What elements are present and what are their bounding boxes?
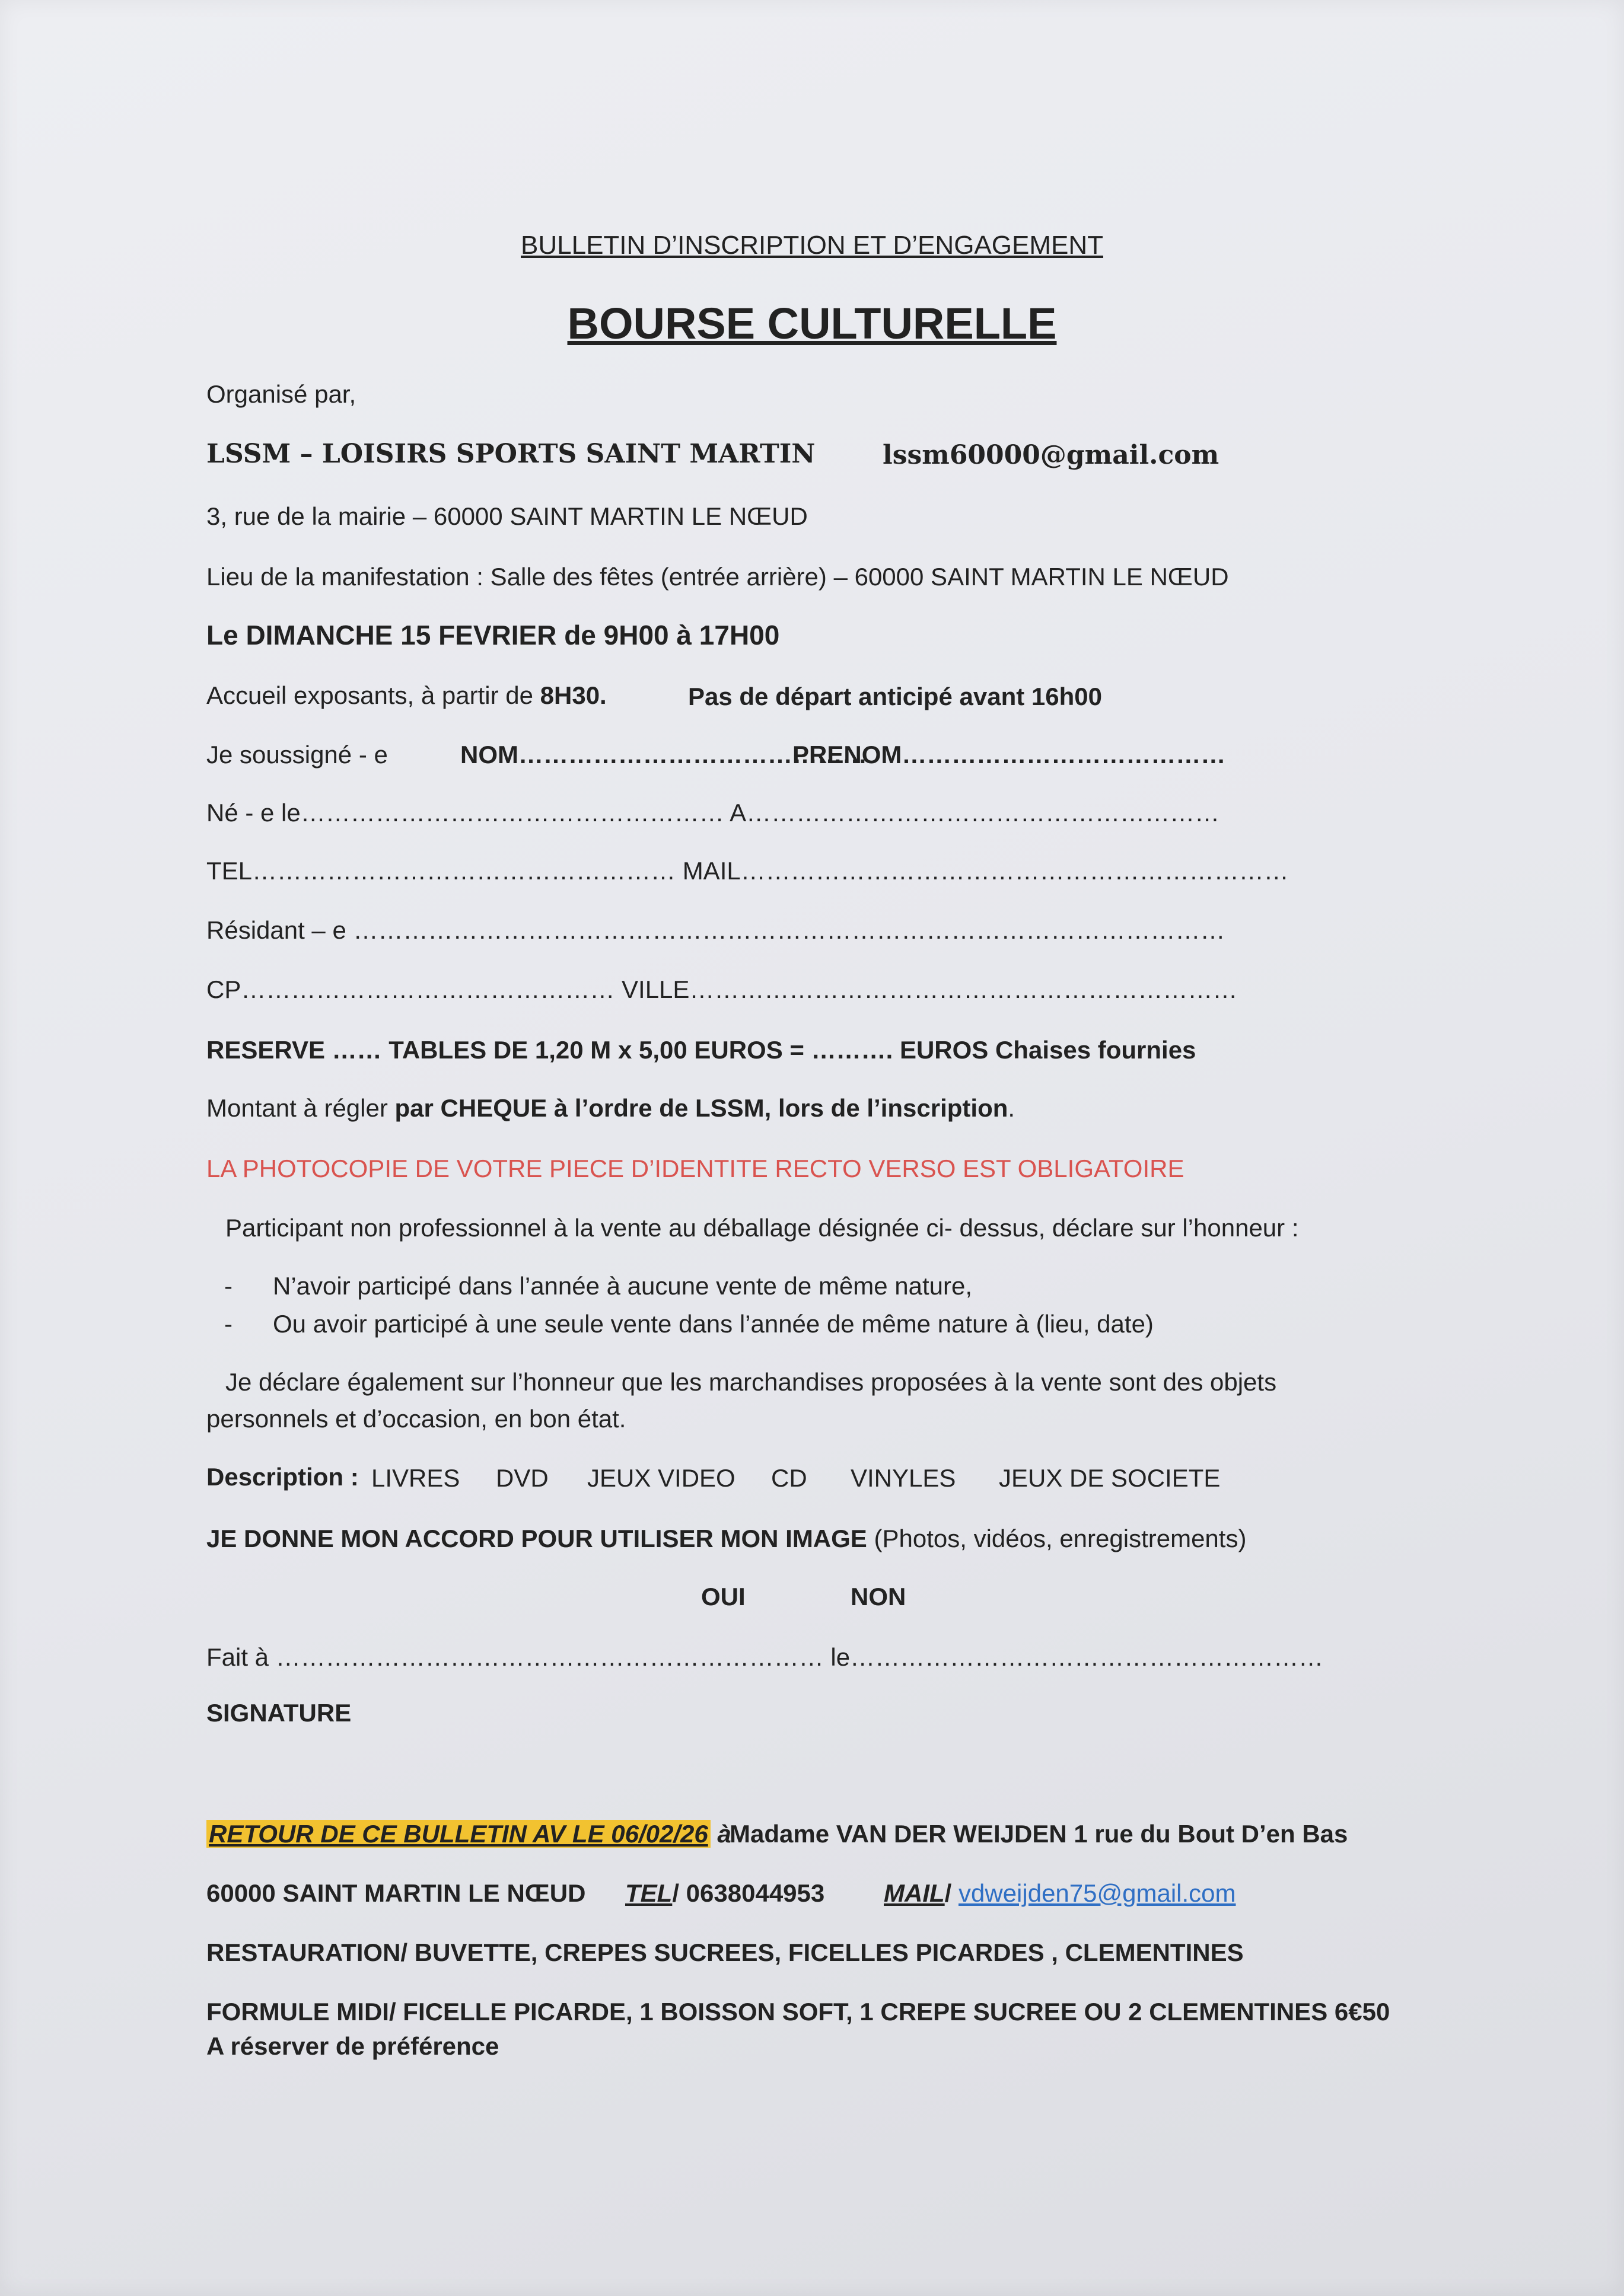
payment-prefix: Montant à régler — [206, 1094, 395, 1122]
undersigned-label: Je soussigné - e — [206, 741, 388, 768]
description-option-livres[interactable]: LIVRES — [371, 1464, 460, 1492]
return-city: 60000 SAINT MARTIN LE NŒUD — [206, 1879, 586, 1907]
return-mail-label: MAIL — [884, 1879, 945, 1907]
description-option-jeux-de-societe[interactable]: JEUX DE SOCIETE — [999, 1464, 1221, 1492]
return-tel-value: / 0638044953 — [672, 1879, 825, 1907]
catering-info: RESTAURATION/ BUVETTE, CREPES SUCREES, FICELLES PICARDES , CLEMENTINES — [206, 1938, 1244, 1966]
return-deadline-highlight: RETOUR DE CE BULLETIN AV LE 06/02/26 — [206, 1820, 711, 1848]
organizer-intro: Organisé par, — [206, 380, 356, 408]
consent-yes[interactable]: OUI — [701, 1583, 746, 1611]
signature-label: SIGNATURE — [206, 1699, 352, 1727]
event-date: Le DIMANCHE 15 FEVRIER de 9H00 à 17H00 — [206, 620, 780, 650]
declaration-intro: Participant non professionnel à la vente au déballage désignée ci- dessus, déclare sur l’honneur : — [225, 1214, 1299, 1242]
event-welcome — [206, 681, 607, 710]
return-tel-label: TEL — [625, 1879, 673, 1907]
prenom-field[interactable]: PRENOM………………………………… — [792, 741, 1226, 768]
welcome-prefix: Accueil exposants, à partir de — [206, 681, 540, 709]
tel-mail-field[interactable]: TEL…………………………………………… MAIL………………………………………………………… — [206, 857, 1289, 885]
event-venue: Lieu de la manifestation : Salle des fêtes (entrée arrière) – 60000 SAINT MARTIN LE NŒUD — [206, 563, 1229, 591]
image-consent-detail: (Photos, vidéos, enregistrements) — [867, 1525, 1247, 1552]
description-option-jeux-video[interactable]: JEUX VIDEO — [587, 1464, 735, 1492]
birth-field[interactable]: Né - e le…………………………………………… A………………………………………………… — [206, 799, 1220, 827]
organizer-name: LSSM – LOISIRS SPORTS SAINT MARTIN — [206, 439, 816, 469]
goods-declaration-cont: personnels et d’occasion, en bon état. — [206, 1405, 626, 1433]
return-mail-link[interactable]: vdweijden75@gmail.com — [959, 1879, 1236, 1907]
consent-no[interactable]: NON — [851, 1583, 906, 1611]
declaration-item: N’avoir participé dans l’année à aucune vente de même nature, — [273, 1272, 973, 1300]
id-notice: LA PHOTOCOPIE DE VOTRE PIECE D’IDENTITE RECTO VERSO EST OBLIGATOIRE — [206, 1155, 1184, 1182]
return-tel — [625, 1879, 824, 1908]
place-date-field[interactable]: Fait à ………………………………………………………… le………………………………………………… — [206, 1643, 1324, 1671]
declaration-bullet: - — [224, 1272, 233, 1300]
image-consent — [206, 1524, 1246, 1554]
payment-method: par CHEQUE à l’ordre de LSSM, lors de l’inscription — [394, 1094, 1008, 1122]
description-label-text: Description — [206, 1463, 344, 1491]
return-contact: Madame VAN DER WEIJDEN 1 rue du Bout D’en Bas — [730, 1820, 1348, 1848]
description-colon: : — [343, 1463, 359, 1491]
return-deadline — [206, 1819, 731, 1849]
image-consent-bold: JE DONNE MON ACCORD POUR UTILISER MON IMAGE — [206, 1525, 867, 1552]
description-option-dvd[interactable]: DVD — [496, 1464, 549, 1492]
declaration-bullet: - — [224, 1310, 233, 1338]
payment-info — [206, 1093, 1015, 1123]
goods-declaration: Je déclare également sur l’honneur que les marchandises proposées à la vente sont des objets — [225, 1368, 1277, 1396]
description-option-vinyles[interactable]: VINYLES — [851, 1464, 956, 1492]
form-subtitle: BULLETIN D’INSCRIPTION ET D’ENGAGEMENT — [521, 231, 1103, 260]
return-mail — [884, 1879, 1236, 1908]
organizer-email: lssm60000@gmail.com — [883, 440, 1219, 470]
lunch-formula: FORMULE MIDI/ FICELLE PICARDE, 1 BOISSON SOFT, 1 CREPE SUCREE OU 2 CLEMENTINES 6€50 — [206, 1998, 1390, 2026]
resident-field[interactable]: Résidant – e …………………………………………………………………………………………… — [206, 916, 1225, 944]
nom-field[interactable]: NOM…………………………………… — [460, 741, 867, 768]
form-title: BOURSE CULTURELLE — [567, 299, 1057, 348]
declaration-item: Ou avoir participé à une seule vente dans l’année de même nature à (lieu, date) — [273, 1310, 1154, 1338]
return-a: à — [717, 1820, 731, 1848]
no-early-departure: Pas de départ anticipé avant 16h00 — [688, 683, 1102, 710]
welcome-time: 8H30. — [540, 681, 607, 709]
payment-suffix: . — [1008, 1094, 1015, 1122]
reservation-note: A réserver de préférence — [206, 2032, 499, 2060]
description-option-cd[interactable]: CD — [771, 1464, 807, 1492]
description-label — [206, 1462, 359, 1492]
organizer-address: 3, rue de la mairie – 60000 SAINT MARTIN LE NŒUD — [206, 502, 808, 530]
return-mail-sep: / — [944, 1879, 959, 1907]
table-reservation[interactable]: RESERVE …… TABLES DE 1,20 M x 5,00 EUROS = ………. EUROS Chaises fournies — [206, 1036, 1196, 1064]
cp-ville-field[interactable]: CP……………………………………… VILLE………………………………………………………… — [206, 975, 1238, 1003]
